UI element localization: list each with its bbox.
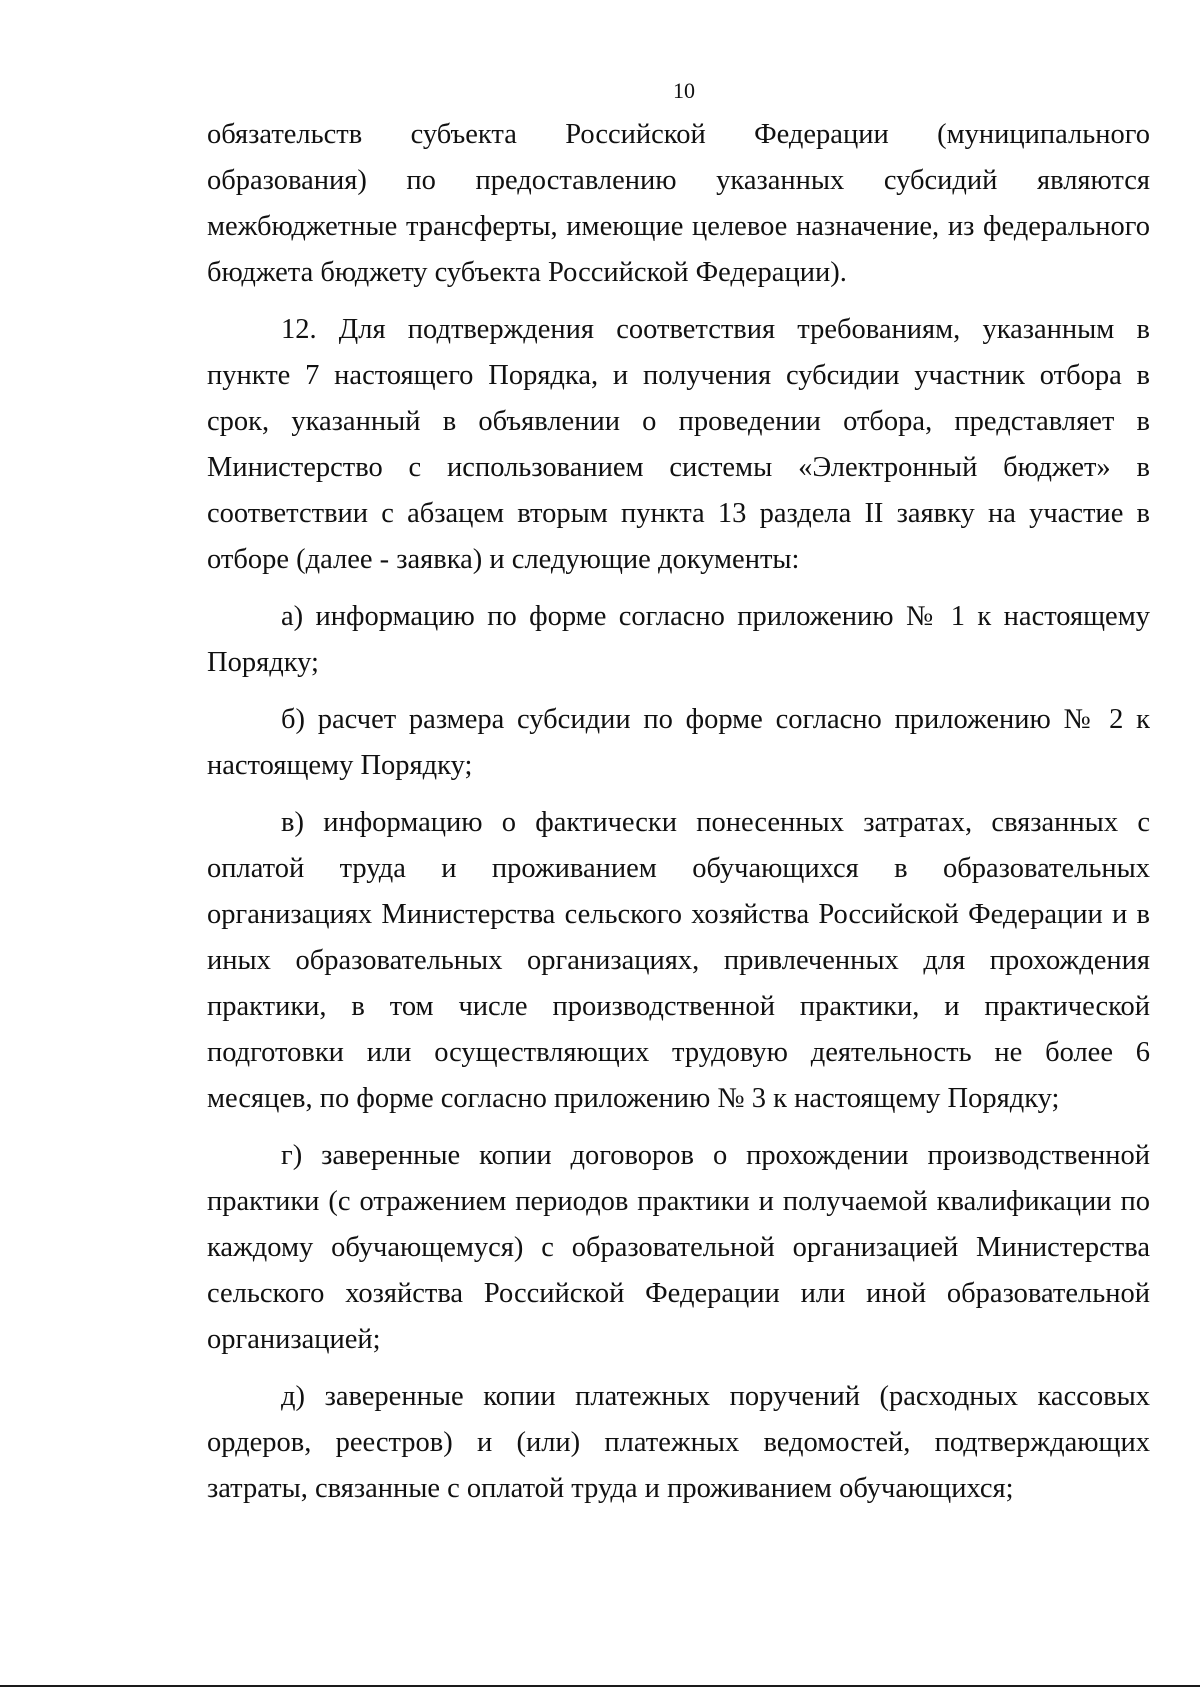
list-item-v: в) информацию о фактически понесенных затратах, связанных с оплатой труда и проживанием обучающихся в образовательных организациях Министерства сельского хозяйства Российской Федерации и в иных образовательных организациях, привлеченных для прохождения практики, в том числе производственной практики, и практической подготовки или осуществляющих трудовую деятельность не более 6 месяцев, по форме согласно приложению № 3 к настоящему Порядку; — [207, 807, 1150, 1114]
list-item-a: а) информацию по форме согласно приложению № 1 к настоящему Порядку; — [207, 601, 1150, 678]
list-item-b: б) расчет размера субсидии по форме согласно приложению № 2 к настоящему Порядку; — [207, 704, 1150, 781]
document-body — [207, 112, 1150, 1523]
paragraph-continuation: обязательств субъекта Российской Федерации (муниципального образования) по предоставлению указанных субсидий являются межбюджетные трансферты, имеющие целевое назначение, из федерального бюджета бюджету субъекта Российской Федерации). — [207, 119, 1150, 288]
paragraph-clause-12: 12. Для подтверждения соответствия требованиям, указанным в пункте 7 настоящего Порядка, и получения субсидии участник отбора в срок, указанный в объявлении о проведении отбора, представляет в Министерство с использованием системы «Электронный бюджет» в соответствии с абзацем вторым пункта 13 раздела II заявку на участие в отборе (далее - заявка) и следующие документы: — [207, 314, 1150, 575]
scan-edge-line — [0, 1685, 1200, 1687]
page-number: 10 — [673, 78, 695, 103]
list-item-d: д) заверенные копии платежных поручений (расходных кассовых ордеров, реестров) и (или) платежных ведомостей, подтверждающих затраты, связанные с оплатой труда и проживанием обучающихся; — [207, 1381, 1150, 1504]
list-item-g: г) заверенные копии договоров о прохождении производственной практики (с отражением периодов практики и получаемой квалификации по каждому обучающемуся) с образовательной организацией Министерства сельского хозяйства Российской Федерации или иной образовательной организацией; — [207, 1140, 1150, 1355]
